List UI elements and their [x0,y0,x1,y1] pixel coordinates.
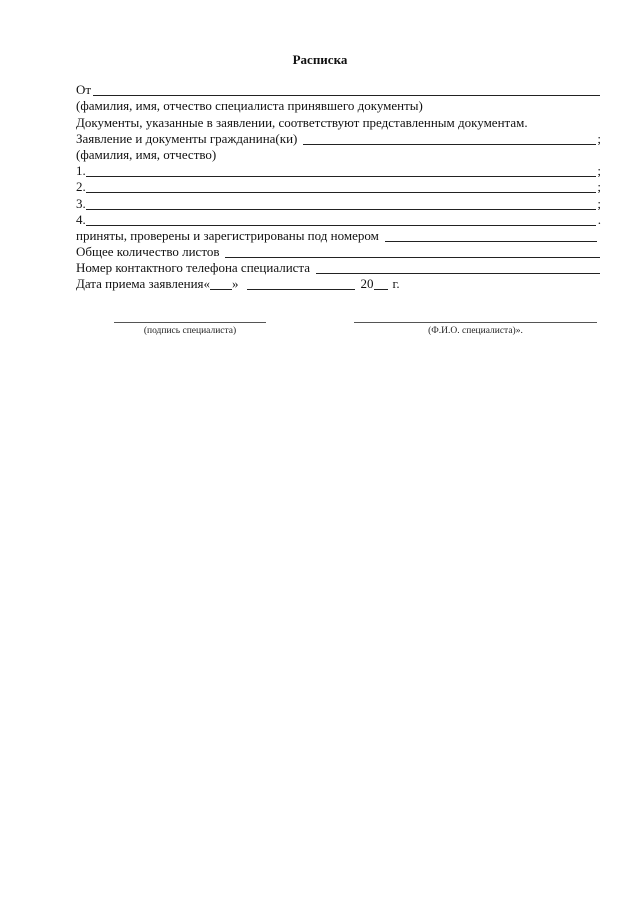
document-item-2 [76,179,601,195]
specialist-name-field[interactable] [354,322,597,323]
document-title: Расписка [292,52,348,67]
document-item-1 [76,163,601,179]
item-number: 1. [76,163,86,179]
from-label: От [76,82,92,98]
signature-label: (подпись специалиста) [143,326,237,336]
applicant-name-field[interactable] [303,132,596,145]
date-line [76,276,601,292]
registered-line [76,228,601,244]
date-year-suffix: г. [392,276,400,292]
from-hint-line [76,98,601,114]
signature-field[interactable] [114,322,266,323]
from-field[interactable] [93,83,600,96]
signature-area [0,322,640,342]
document-item-3 [76,195,601,211]
item-number: 4. [76,211,86,227]
from-hint: (фамилия, имя, отчество специалиста принявшего документы) [76,98,423,114]
date-month-field[interactable] [247,277,355,290]
item-number: 3. [76,195,86,211]
application-label: Заявление и документы гражданина(ки) [76,130,298,146]
sheets-label: Общее количество листов [76,244,220,260]
statement-line [76,114,601,130]
applicant-hint: (фамилия, имя, отчество) [76,146,217,162]
statement-text: Документы, указанные в заявлении, соответствуют представленным документам. [76,114,528,130]
date-year-field[interactable] [374,277,388,290]
document-item-field[interactable] [86,180,596,193]
date-day-field[interactable] [210,277,232,290]
date-label: Дата приема заявления« [76,276,211,292]
document-item-4 [76,212,601,228]
sheets-line [76,244,601,260]
registered-label: приняты, проверены и зарегистрированы под номером [76,227,379,243]
item-end: ; [597,195,601,211]
from-line [76,82,601,98]
item-number: 2. [76,179,86,195]
sheets-count-field[interactable] [225,245,600,258]
registration-number-field[interactable] [385,229,597,242]
document-item-field[interactable] [86,213,596,226]
phone-field[interactable] [316,261,600,274]
document-item-field[interactable] [86,197,596,210]
item-end: ; [597,163,601,179]
item-end: . [597,211,601,227]
date-quote-close: » [232,276,239,292]
receipt-body [76,82,601,292]
document-item-field[interactable] [86,164,596,177]
specialist-name-label: (Ф.И.О. специалиста)». [428,326,523,336]
phone-line [76,260,601,276]
item-end: ; [597,179,601,195]
phone-label: Номер контактного телефона специалиста [76,260,311,276]
applicant-hint-line [76,147,601,163]
application-end: ; [597,130,601,146]
date-year-prefix: 20 [360,276,374,292]
application-line [76,131,601,147]
